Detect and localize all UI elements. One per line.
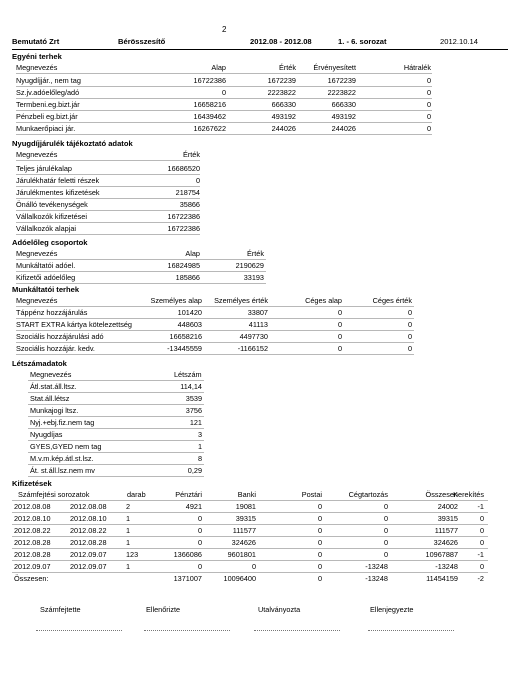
cell-from: 2012.08.28 [14,550,51,559]
cell-ceges-ertek: 0 [407,344,412,353]
cell-ervenyesitett: 244026 [331,124,356,133]
cell-szemelyes-alap: 101420 [177,308,202,317]
row-divider [16,330,414,331]
row-label: Járulékhatár feletti részek [16,176,100,185]
signature-line [144,630,230,631]
col-header: Banki [237,490,256,499]
cell-hatralek: 0 [426,76,431,85]
cell-postai: 0 [317,550,322,559]
row-label: Stat.áll.létsz [30,394,70,403]
cell-to: 2012.09.07 [70,562,107,571]
total-cegtartozas: -13248 [365,574,388,583]
row-divider [16,198,200,199]
signature-label: Ellenjegyezte [370,605,414,614]
col-header: Megnevezés [16,150,58,159]
cell-cegtartozas: 0 [383,514,388,523]
row-label: Munkajogi ltsz. [30,406,79,415]
cell-darab: 123 [126,550,139,559]
cell-kerekites: 0 [479,514,484,523]
cell-ertek: 666330 [271,100,296,109]
row-divider [16,271,266,272]
cell-letszam: 121 [189,418,202,427]
col-header: Postai [301,490,322,499]
cell-postai: 0 [317,526,322,535]
cell-ertek: 493192 [271,112,296,121]
row-label: Táppénz hozzájárulás [16,308,88,317]
cell-letszam: 3539 [185,394,202,403]
cell-to: 2012.08.08 [70,502,107,511]
cell-ertek: 0 [195,176,200,185]
cell-letszam: 1 [197,442,202,451]
cell-letszam: 8 [197,454,202,463]
row-divider [12,560,488,561]
col-header: Érvényesített [313,63,356,72]
section-title: Munkáltatói terhek [12,285,80,294]
row-divider [16,354,414,355]
row-label: Járulékmentes kifizetések [16,188,100,197]
total-osszesen: 11454159 [426,574,458,583]
cell-from: 2012.08.22 [14,526,51,535]
row-divider [12,512,488,513]
row-divider [16,222,200,223]
total-kerekites: -2 [477,574,484,583]
cell-alap: 0 [221,88,226,97]
signature-line [368,630,454,631]
row-divider [16,134,432,135]
page-number: 2 [222,25,227,34]
cell-from: 2012.09.07 [14,562,51,571]
cell-kerekites: 0 [479,562,484,571]
cell-banki: 39315 [235,514,256,523]
row-divider [12,572,488,573]
cell-ervenyesitett: 2223822 [327,88,356,97]
signature-label: Számfejtette [40,605,81,614]
signature-label: Ellenőrizte [146,605,181,614]
cell-banki: 19081 [235,502,256,511]
cell-ceges-ertek: 0 [407,308,412,317]
row-divider [28,464,204,465]
report-date: 2012.10.14 [440,37,479,46]
cell-ertek: 244026 [271,124,296,133]
row-label: Át. st.áll.lsz.nem mv [30,466,95,475]
row-label: GYES,GYED nem tag [30,442,102,451]
cell-letszam: 114,14 [180,382,202,391]
row-divider [12,524,488,525]
col-header: Számfejtési sorozatok [18,490,90,499]
row-label: Pénzbeli eg.bizt.jár [16,112,78,121]
cell-ertek: 33193 [243,273,264,282]
cell-ervenyesitett: 666330 [331,100,356,109]
cell-darab: 1 [126,526,131,535]
cell-to: 2012.09.07 [70,550,107,559]
cell-to: 2012.08.22 [70,526,107,535]
col-header: Alap [185,249,200,258]
cell-penztari: 0 [197,526,202,535]
row-divider [16,110,432,111]
cell-darab: 1 [126,562,131,571]
cell-banki: 111577 [232,526,256,535]
cell-banki: 324626 [231,538,256,547]
row-divider [12,548,488,549]
cell-kerekites: 0 [479,538,484,547]
cell-hatralek: 0 [426,124,431,133]
cell-alap: 16439462 [193,112,226,121]
row-label: Teljes járulékalap [16,164,72,173]
row-label: Nyugdíjas [30,430,63,439]
row-divider [16,98,432,99]
cell-szemelyes-alap: 448603 [177,320,202,329]
cell-alap: 185866 [175,273,200,282]
row-label: START EXTRA kártya kötelezettség [16,320,132,329]
row-divider [16,73,432,74]
cell-ertek: 2190629 [235,261,264,270]
signature-line [36,630,122,631]
cell-szemelyes-ertek: 4497730 [239,332,268,341]
col-header: Céges érték [372,296,412,305]
cell-szemelyes-alap: -13445559 [167,344,202,353]
row-divider [16,122,432,123]
row-label: Munkaerőpiaci jár. [16,124,76,133]
cell-alap: 16722386 [193,76,226,85]
cell-postai: 0 [317,538,322,547]
row-label: Vállalkozók alapjai [16,224,77,233]
company-name: Bemutató Zrt [12,37,60,46]
cell-ertek: 16722386 [167,212,200,221]
row-divider [28,404,204,405]
cell-osszesen: 24002 [437,502,458,511]
col-header: Létszám [174,370,202,379]
col-header: Kerekítés [453,490,484,499]
col-header: Összesen [425,490,458,499]
cell-postai: 0 [317,562,322,571]
cell-alap: 16658216 [193,100,226,109]
cell-ertek: 2223822 [267,88,296,97]
cell-hatralek: 0 [426,112,431,121]
row-divider [28,452,204,453]
col-header: Megnevezés [16,63,58,72]
cell-ertek: 16686520 [167,164,200,173]
row-label: Önálló tevékenységek [16,200,88,209]
col-header: Megnevezés [16,249,58,258]
cell-cegtartozas: 0 [383,526,388,535]
col-header: Pénztári [175,490,202,499]
row-divider [28,392,204,393]
cell-darab: 1 [126,514,131,523]
cell-osszesen: -13248 [435,562,458,571]
row-label: M.v.m.kép.átl.st.lsz. [30,454,94,463]
section-title: Létszámadatok [12,359,67,368]
row-divider [12,500,488,501]
row-divider [16,186,200,187]
row-label: Munkáltatói adóel. [16,261,76,270]
section-title: Adóelőleg csoportok [12,238,88,247]
cell-darab: 2 [126,502,131,511]
signature-label: Utalványozta [258,605,301,614]
col-header: Személyes alap [150,296,202,305]
row-divider [16,234,200,235]
col-header: Céges alap [305,296,342,305]
row-divider [16,283,266,284]
cell-kerekites: -1 [477,550,484,559]
row-label: Nyj.+ebj.fiz.nem tag [30,418,95,427]
cell-postai: 0 [317,514,322,523]
cell-ertek: 16722386 [167,224,200,233]
col-header: Hátralék [403,63,431,72]
row-label: Átl.stat.áll.ltsz. [30,382,77,391]
row-label: Nyugdíjjár., nem tag [16,76,81,85]
section-title: Nyugdíjjárulék tájékoztató adatok [12,139,133,148]
cell-penztari: 0 [197,562,202,571]
cell-hatralek: 0 [426,100,431,109]
cell-penztari: 0 [197,538,202,547]
cell-letszam: 0,29 [187,466,202,475]
col-header: Alap [211,63,226,72]
cell-ertek: 35866 [179,200,200,209]
row-divider [16,174,200,175]
cell-szemelyes-ertek: -1166152 [237,344,268,353]
cell-osszesen: 111577 [434,526,458,535]
cell-osszesen: 324626 [433,538,458,547]
total-label: Összesen: [14,574,49,583]
row-label: Szociális hozzájárulási adó [16,332,104,341]
cell-from: 2012.08.10 [14,514,51,523]
row-divider [16,342,414,343]
cell-letszam: 3756 [185,406,202,415]
col-header: Érték [182,150,200,159]
cell-kerekites: 0 [479,526,484,535]
cell-banki: 9601801 [227,550,256,559]
cell-penztari: 4921 [185,502,202,511]
cell-from: 2012.08.08 [14,502,51,511]
row-divider [16,318,414,319]
cell-cegtartozas: 0 [383,502,388,511]
row-divider [16,160,200,161]
cell-from: 2012.08.28 [14,538,51,547]
report-period: 2012.08 - 2012.08 [250,37,312,46]
row-label: Kifizetői adóelőleg [16,273,76,282]
cell-hatralek: 0 [426,88,431,97]
cell-penztari: 1366086 [173,550,202,559]
cell-letszam: 3 [197,430,202,439]
cell-penztari: 0 [197,514,202,523]
cell-ceges-ertek: 0 [407,332,412,341]
row-label: Sz.jv.adóelőleg/adó [16,88,80,97]
col-header: Megnevezés [16,296,58,305]
cell-osszesen: 10967887 [425,550,458,559]
row-label: Vállalkozók kifizetései [16,212,87,221]
cell-ertek: 1672239 [267,76,296,85]
row-divider [12,536,488,537]
total-banki: 10096400 [223,574,256,583]
cell-postai: 0 [317,502,322,511]
cell-szemelyes-alap: 16658216 [169,332,202,341]
cell-szemelyes-ertek: 41113 [248,320,268,329]
signature-line [254,630,340,631]
cell-to: 2012.08.28 [70,538,107,547]
cell-alap: 16824985 [167,261,200,270]
row-divider [28,476,204,477]
cell-to: 2012.08.10 [70,514,107,523]
cell-ertek: 218754 [175,188,200,197]
total-penztari: 1371007 [173,574,202,583]
row-divider [16,306,414,307]
cell-ceges-alap: 0 [337,320,342,329]
cell-cegtartozas: 0 [383,538,388,547]
row-divider [16,259,266,260]
col-header: darab [127,490,146,499]
section-title: Egyéni terhek [12,52,62,61]
cell-ceges-alap: 0 [337,332,342,341]
cell-osszesen: 39315 [437,514,458,523]
row-divider [28,380,204,381]
report-title: Bérösszesítő [118,37,166,46]
row-divider [28,440,204,441]
col-header: Személyes érték [214,296,268,305]
row-divider [28,416,204,417]
cell-kerekites: -1 [477,502,484,511]
cell-ervenyesitett: 1672239 [327,76,356,85]
cell-szemelyes-ertek: 33807 [247,308,268,317]
cell-ervenyesitett: 493192 [331,112,356,121]
report-series: 1. - 6. sorozat [338,37,387,46]
cell-ceges-alap: 0 [337,308,342,317]
header-divider [12,49,508,50]
col-header: Érték [246,249,264,258]
cell-darab: 1 [126,538,131,547]
row-label: Termbeni.eg.bizt.jár [16,100,80,109]
cell-cegtartozas: 0 [383,550,388,559]
cell-cegtartozas: -13248 [365,562,388,571]
col-header: Cégtartozás [348,490,388,499]
col-header: Megnevezés [30,370,72,379]
cell-ceges-alap: 0 [337,344,342,353]
row-label: Szociális hozzájár. kedv. [16,344,95,353]
total-postai: 0 [317,574,322,583]
col-header: Érték [278,63,296,72]
row-divider [16,86,432,87]
row-divider [28,428,204,429]
cell-alap: 16267622 [193,124,226,133]
section-title: Kifizetések [12,479,52,488]
cell-banki: 0 [251,562,256,571]
cell-ceges-ertek: 0 [407,320,412,329]
row-divider [16,210,200,211]
